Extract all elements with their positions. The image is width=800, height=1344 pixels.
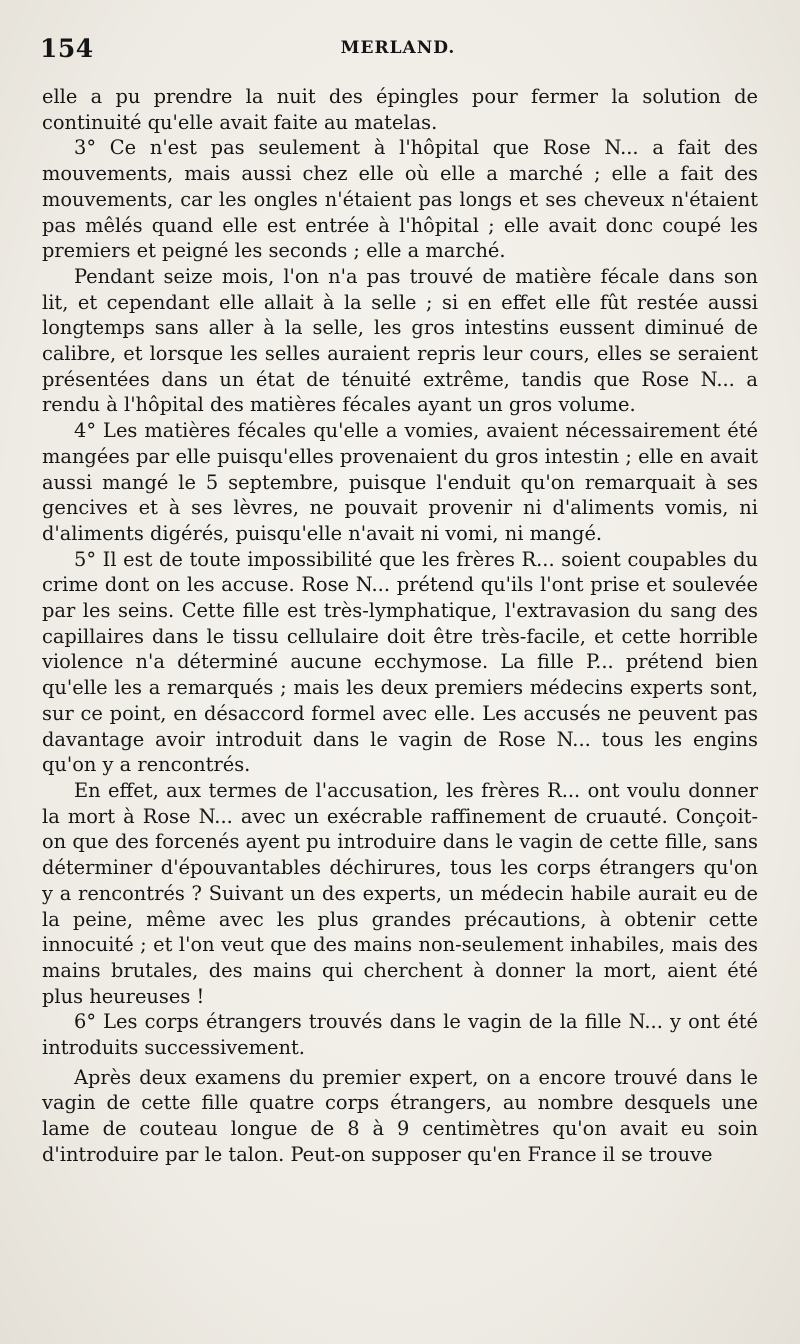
paragraph-point-6: 6° Les corps étrangers trouvés dans le vagin de la fille N... y ont été introduits successivement. (42, 1010, 758, 1060)
body-text (42, 84, 758, 1168)
paragraph-point-3: 3° Ce n'est pas seulement à l'hôpital que Rose N... a fait des mouvements, mais aussi chez elle où elle a marché ; elle a fait des mouvements, car les ongles n'étaient pas longs et ses cheveux n'étaient pas mêlés quand elle est entrée à l'hôpital ; elle avait donc coupé les premiers et peigné les seconds ; elle a marché. (42, 136, 758, 263)
running-title: MERLAND. (340, 38, 456, 58)
paragraph-seize-mois: Pendant seize mois, l'on n'a pas trouvé de matière fécale dans son lit, et cependant elle allait à la selle ; si en effet elle fût restée aussi longtemps sans aller à la selle, les gros intestins eussent diminué de calibre, et lorsque les selles auraient repris leur cours, elles se seraient présentées dans un état de ténuité extrême, tandis que Rose N... a rendu à l'hôpital des matières fécales ayant un gros volume. (42, 264, 758, 417)
paragraph-continuation: elle a pu prendre la nuit des épingles pour fermer la solution de continuité qu'elle avait faite au matelas. (42, 85, 758, 134)
paragraph-point-5: 5° Il est de toute impossibilité que les frères R... soient coupables du crime dont on les accuse. Rose N... prétend qu'ils l'ont prise et soulevée par les seins. Cette fille est très-lymphatique, l'extravasion du sang des capillaires dans le tissu cellulaire doit être très-facile, et cette horrible violence n'a déterminé aucune ecchymose. La fille P... prétend bien qu'elle les a remarqués ; mais les deux premiers médecins experts sont, sur ce point, en désaccord formel avec elle. Les accusés ne peuvent pas davantage avoir introduit dans le vagin de Rose N... tous les engins qu'on y a rencontrés. (42, 547, 758, 777)
paragraph-apres-deux-examens: Après deux examens du premier expert, on a encore trouvé dans le vagin de cette fille quatre corps étrangers, au nombre desquels une lame de couteau longue de 8 à 9 centimètres qu'on avait eu soin d'introduire par le talon. Peut-on supposer qu'en France il se trouve (42, 1065, 758, 1166)
page-number: 154 (40, 34, 94, 63)
page-header (40, 34, 756, 68)
paragraph-en-effet: En effet, aux termes de l'accusation, les frères R... ont voulu donner la mort à Rose N... avec un exécrable raffinement de cruauté. Conçoit-on que des forcenés ayent pu introduire dans le vagin de cette fille, sans déterminer d'épouvantables déchirures, tous les corps étrangers qu'on y a rencontrés ? Suivant un des experts, un médecin habile aurait eu de la peine, même avec les plus grandes précautions, à obtenir cette innocuité ; et l'on veut que des mains non-seulement inhabiles, mais des mains brutales, des mains qui cherchent à donner la mort, aient été plus heureuses ! (42, 778, 758, 1008)
paragraph-point-4: 4° Les matières fécales qu'elle a vomies, avaient nécessairement été mangées par elle puisqu'elles provenaient du gros intestin ; elle en avait aussi mangé le 5 septembre, puisque l'enduit qu'on remarquait à ses gencives et à ses lèvres, ne pouvait provenir ni d'aliments vomis, ni d'aliments digérés, puisqu'elle n'avait ni vomi, ni mangé. (42, 419, 758, 545)
